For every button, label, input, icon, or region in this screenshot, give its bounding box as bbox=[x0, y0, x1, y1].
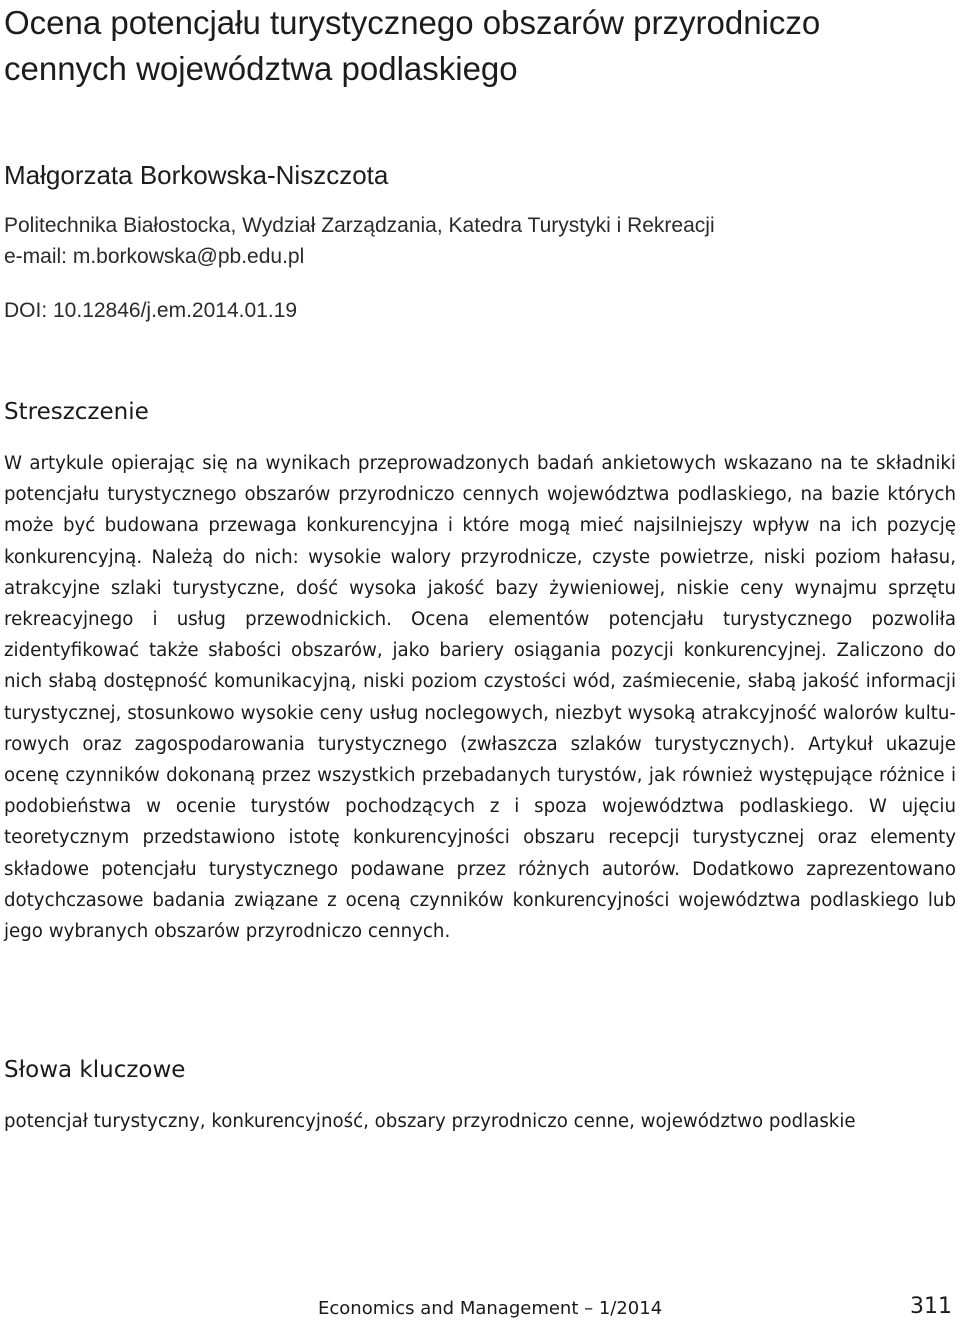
abstract-heading: Streszczenie bbox=[4, 399, 149, 425]
author-affiliation: Politechnika Białostocka, Wydział Zarządzania, Katedra Turystyki i Rekreacji bbox=[4, 214, 715, 237]
page-number: 311 bbox=[910, 1294, 952, 1319]
keywords-heading: Słowa kluczowe bbox=[4, 1057, 186, 1083]
article-title: Ocena potencjału turystycznego obszarów przyrodniczo cennych województwa podlaskiego bbox=[4, 4, 821, 87]
author-name: Małgorzata Borkowska-Niszczota bbox=[4, 160, 389, 190]
author-email: e-mail: m.borkowska@pb.edu.pl bbox=[4, 245, 305, 268]
article-doi: DOI: 10.12846/j.em.2014.01.19 bbox=[4, 299, 298, 322]
keywords-body: potencjał turystyczny, konkurencyjność, obszary przyrodniczo cenne, województwo podlaskie bbox=[4, 1111, 856, 1132]
journal-footer: Economics and Management – 1/2014 bbox=[318, 1298, 663, 1319]
abstract-body: W artykule opierając się na wynikach przeprowadzonych badań ankietowych wskazano na te składniki potencjału turystycznego obszarów przyrodniczo cennych województwa podlaskiego, na bazie których może być budowana przewaga konkurencyjna i które mogą mieć najsilniejszy wpływ na ich pozycję konkurencyjną. Należą do nich: wysokie walory przyrodnicze, czyste powietrze, niski poziom hałasu, atrakcyjne szlaki turystyczne, dość wysoka jakość bazy żywieniowej, niskie ceny wynajmu sprzętu rekreacyjnego i usług przewodnickich. Ocena elementów potencjału turystycznego pozwoliła zidentyfikować także słabości obszarów, jako bariery osiągania pozycji konkurencyjnej. Zaliczono do nich słabą dostępność komunikacyjną, niski poziom czystości wód, zaśmiecenie, słabą jakość informacji turystycznej, stosunkowo wysokie ceny usług noclegowych, niezbyt wysoką atrakcyjność walorów kulturowych oraz zagospodarowania turystycznego (zwłaszcza szlaków turystycznych). Artykuł ukazuje ocenę czynników dokonaną przez wszystkich przebadanych turystów, jak również występujące różnice i podobieństwa w ocenie turystów pochodzących z i spoza województwa podlaskiego. W ujęciu teoretycznym przedstawiono istotę konkurencyjności obszaru recepcji turystycznej oraz elementy składowe potencjału turystycznego podawane przez różnych autorów. Dodatkowo zaprezentowano dotychczasowe badania związane z oceną czynników konkurencyjności województwa podlaskiego lub jego wybranych obszarów przyrodniczo cennych. bbox=[4, 453, 956, 943]
